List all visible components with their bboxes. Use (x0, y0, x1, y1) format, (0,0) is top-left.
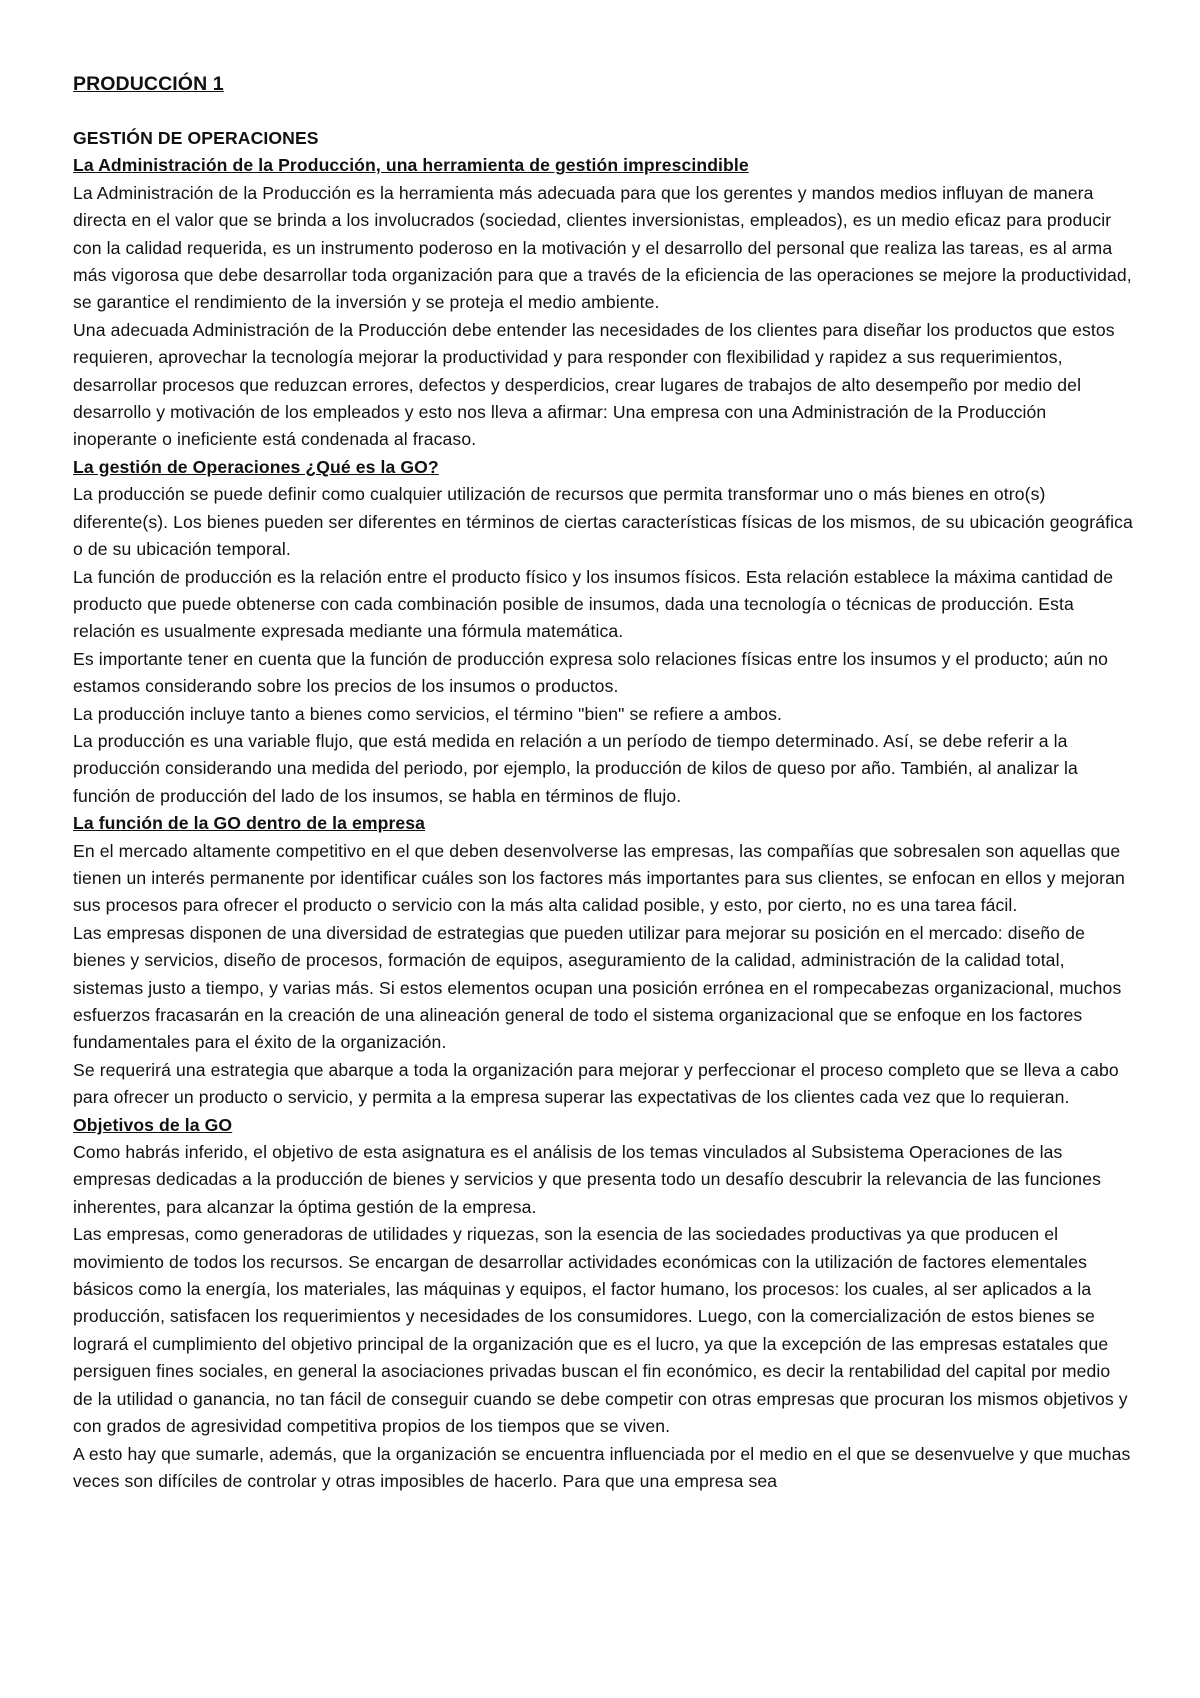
paragraph: Es importante tener en cuenta que la función de producción expresa solo relaciones físicas entre los insumos y el producto; aún no estamos considerando sobre los precios de los insumos o productos. (73, 648, 1109, 697)
paragraph: Las empresas disponen de una diversidad de estrategias que pueden utilizar para mejorar su posición en el mercado: diseño de bienes y servicios, diseño de procesos, formación de equipos, aseguramiento de la calidad, administración de la calidad total, sistemas justo a tiempo, y varias más. Si estos elementos ocupan una posición errónea en el rompecabezas organizacional, muchos esfuerzos fracasarán en la creación de una alineación general de todo el sistema organizacional que se enfoque en los factores fundamentales para el éxito de la organización. (73, 922, 1122, 1053)
section-objetivos-go (73, 1112, 1133, 1496)
paragraph: A esto hay que sumarle, además, que la organización se encuentra influenciada por el medio en el que se desenvuelve y que muchas veces son difíciles de controlar y otras imposibles de hacerlo. Para que una empresa sea (73, 1443, 1131, 1491)
paragraph: La Administración de la Producción es la herramienta más adecuada para que los gerentes y mandos medios influyan de manera directa en el valor que se brinda a los involucrados (sociedad, clientes inversionistas, empleados), es un medio eficaz para producir con la calidad requerida, es un instrumento poderoso en la motivación y el desarrollo del personal que realiza las tareas, es al arma más vigorosa que debe desarrollar toda organización para que a través de la eficiencia de las operaciones se mejore la productividad, se garantice el rendimiento de la inversión y se proteja el medio ambiente. (73, 182, 1132, 313)
paragraph: Una adecuada Administración de la Producción debe entender las necesidades de los clientes para diseñar los productos que estos requieren, aprovechar la tecnología mejorar la productividad y para responder con flexibilidad y rapidez a sus requerimientos, desarrollar procesos que reduzcan errores, defectos y desperdicios, crear lugares de trabajos de alto desempeño por medio del desarrollo y motivación de los empleados y esto nos lleva a afirmar: Una empresa con una Administración de la Producción inoperante o ineficiente está condenada al fracaso. (73, 319, 1115, 450)
document-title: PRODUCCIÓN 1 (73, 73, 224, 95)
paragraph: La producción se puede definir como cualquier utilización de recursos que permita transformar uno o más bienes en otro(s) diferente(s). Los bienes pueden ser diferentes en términos de ciertas características físicas de los mismos, de su ubicación geográfica o de su ubicación temporal. (73, 484, 1133, 560)
paragraph: La función de producción es la relación entre el producto físico y los insumos físicos. Esta relación establece la máxima cantidad de producto que puede obtenerse con cada combinación posible de insumos, dada una tecnología o técnicas de producción. Esta relación es usualmente expresada mediante una fórmula matemática. (73, 566, 1114, 642)
paragraph: La producción es una variable flujo, que está medida en relación a un período de tiempo determinado. Así, se debe referir a la producción considerando una medida del periodo, por ejemplo, la producción de kilos de queso por año. También, al analizar la función de producción del lado de los insumos, se habla en términos de flujo. (73, 730, 1078, 806)
paragraph: Se requerirá una estrategia que abarque a toda la organización para mejorar y perfeccionar el proceso completo que se lleva a cabo para ofrecer un producto o servicio, y permita a la empresa superar las expectativas de los clientes cada vez que lo requieran. (73, 1059, 1119, 1108)
document-page (73, 70, 1133, 1495)
subheading-funcion-go: La función de la GO dentro de la empresa (73, 813, 426, 834)
paragraph: Como habrás inferido, el objetivo de esta asignatura es el análisis de los temas vinculados al Subsistema Operaciones de las empresas dedicadas a la producción de bienes y servicios y que presenta todo un desafío descubrir la relevancia de las funciones inherentes, para alcanzar la óptima gestión de la empresa. (73, 1142, 1101, 1217)
paragraph: Las empresas, como generadoras de utilidades y riquezas, son la esencia de las sociedades productivas ya que producen el movimiento de todos los recursos. Se encargan de desarrollar actividades económicas con la utilización de factores elementales básicos como la energía, los materiales, las máquinas y equipos, el factor humano, los procesos: los cuales, al ser aplicados a la producción, satisfacen los requerimientos y necesidades de los consumidores. Luego, con la comercialización de estos bienes se logrará el cumplimiento del objetivo principal de la organización que es el lucro, ya que la excepción de las empresas estatales que persiguen fines sociales, en general la asociaciones privadas buscan el fin económico, es decir la rentabilidad del capital por medio de la utilidad o ganancia, no tan fácil de conseguir cuando se debe competir con otras empresas que procuran los mismos objetivos y con grados de agresividad competitiva propios de los tiempos que se viven. (73, 1224, 1128, 1437)
subheading-administracion: La Administración de la Producción, una herramienta de gestión imprescindible (73, 155, 749, 176)
section-que-es-go (73, 454, 1133, 810)
section-heading: GESTIÓN DE OPERACIONES (73, 128, 319, 148)
section-funcion-go (73, 810, 1133, 1111)
subheading-que-es-go: La gestión de Operaciones ¿Qué es la GO? (73, 456, 439, 477)
subheading-objetivos-go: Objetivos de la GO (73, 1114, 233, 1135)
paragraph: En el mercado altamente competitivo en el que deben desenvolverse las empresas, las compañías que sobresalen son aquellas que tienen un interés permanente por identificar cuáles son los factores más importantes para sus clientes, se enfocan en ellos y mejoran sus procesos para ofrecer el producto o servicio con la más alta calidad posible, y esto, por cierto, no es una tarea fácil. (73, 840, 1125, 916)
section-administracion (73, 152, 1133, 453)
paragraph: La producción incluye tanto a bienes como servicios, el término "bien" se refiere a ambos. (73, 703, 782, 724)
